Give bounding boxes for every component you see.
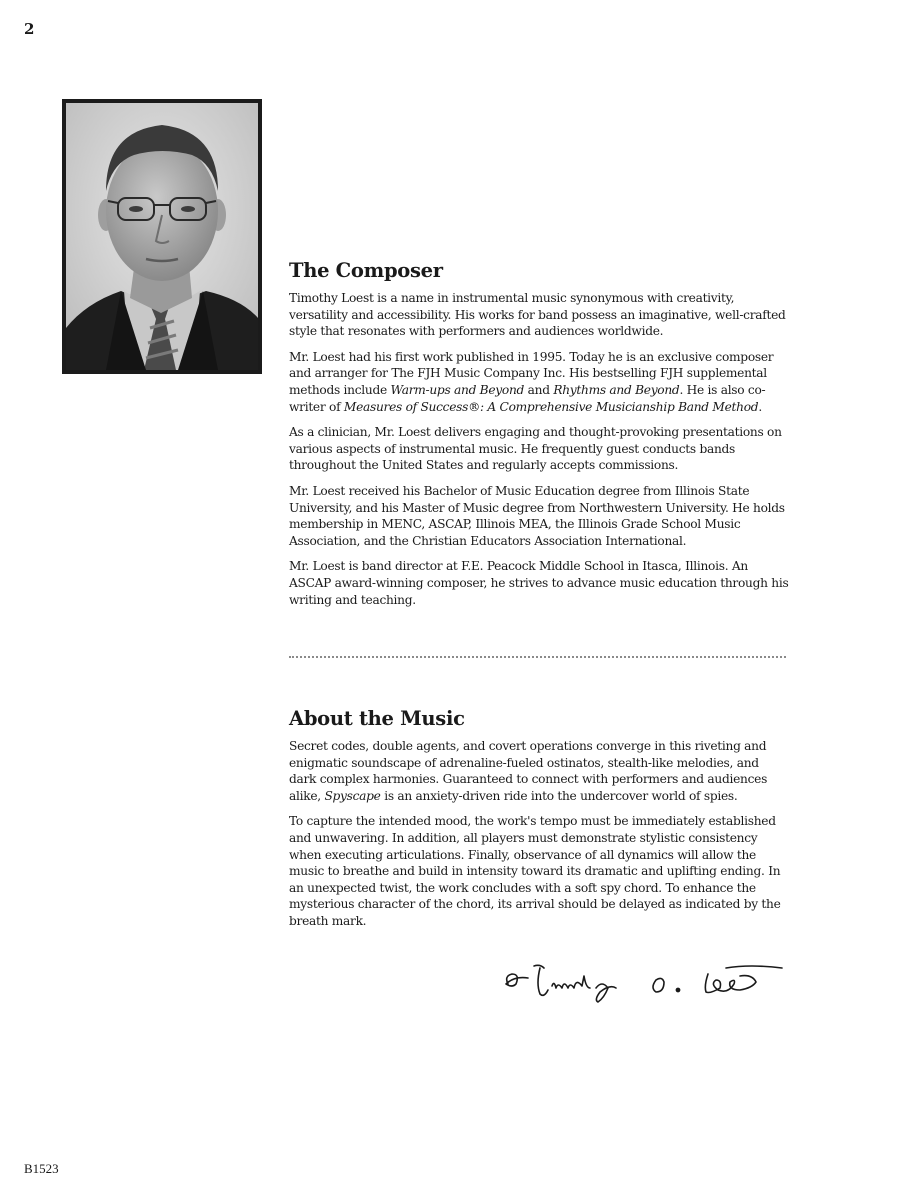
music-section	[289, 706, 789, 939]
composer-section	[289, 258, 789, 617]
music-heading: About the Music	[289, 707, 465, 730]
composer-paragraph-5: Mr. Loest is band director at F.E. Peacock Middle School in Itasca, Illinois. An ASCAP award-winning composer, he strives to advance music education through his writing and teaching.	[289, 559, 789, 607]
page-number: 2	[24, 20, 35, 38]
title-spyscape: Spyscape	[324, 788, 381, 803]
composer-paragraph-2: Mr. Loest had his first work published in 1995. Today he is an exclusive composer and arranger for The FJH Music Company Inc. His bestselling FJH supplemental methods include Warm-ups and Beyond and Rhythms and Beyond. He is also co-writer of Measures of Success®: A Comprehensive Musicianship Band Method.	[289, 349, 774, 414]
composer-heading: The Composer	[289, 259, 443, 282]
title-rhythms: Rhythms and Beyond	[553, 382, 680, 397]
music-paragraph-1: Secret codes, double agents, and covert operations converge in this riveting and enigmatic soundscape of adrenaline-fueled ostinatos, stealth-like melodies, and dark complex harmonies. Guaranteed to connect with performers and audiences alike, Spyscape is an anxiety-driven ride into the undercover world of spies.	[289, 739, 768, 803]
composer-paragraph-1: Timothy Loest is a name in instrumental music synonymous with creativity, versatility and accessibility. His works for band possess an imaginative, well-crafted style that resonates with performers and audiences worldwide.	[289, 291, 786, 339]
composer-photo	[62, 99, 262, 374]
composer-paragraph-3: As a clinician, Mr. Loest delivers engaging and thought-provoking presentations on various aspects of instrumental music. He frequently guest conducts bands throughout the United States and regularly accepts commissions.	[289, 425, 782, 473]
music-paragraph-2: To capture the intended mood, the work's tempo must be immediately established and unwavering. In addition, all players must demonstrate stylistic consistency when executing articulations. Finally, observance of all dynamics will allow the music to breathe and build in intensity toward its dramatic and uplifting ending. In an unexpected twist, the work concludes with a soft spy chord. To enhance the mysterious character of the chord, its arrival should be delayed as indicated by the breath mark.	[289, 814, 781, 928]
composer-signature	[500, 958, 785, 1006]
section-divider	[289, 656, 786, 658]
catalog-code: B1523	[24, 1161, 59, 1176]
composer-portrait-image	[66, 103, 258, 370]
composer-paragraph-4: Mr. Loest received his Bachelor of Music Education degree from Illinois State University, and his Master of Music degree from Northwestern University. He holds membership in MENC, ASCAP, Illinois MEA, the Illinois Grade School Music Association, and the Christian Educators Association International.	[289, 483, 785, 548]
title-warm-ups: Warm-ups and Beyond	[390, 382, 525, 397]
title-measures-of-success: Measures of Success®: A Comprehensive Musicianship Band Method	[343, 399, 759, 414]
